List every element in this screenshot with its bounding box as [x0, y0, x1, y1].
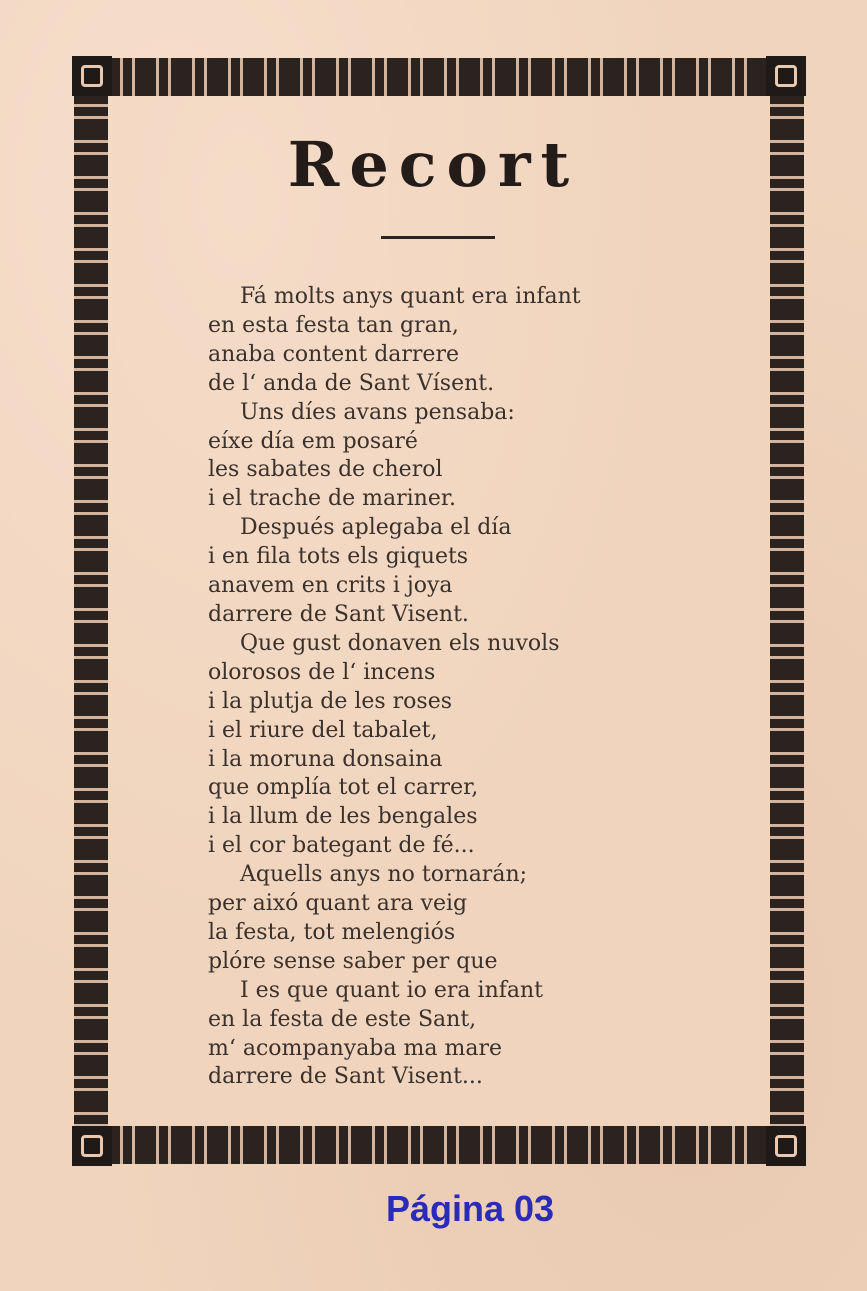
- poem-title: Recort: [287, 128, 580, 201]
- corner-ornament-bottom-right: [766, 1126, 806, 1166]
- border-left: [74, 58, 108, 1164]
- border-top: [74, 58, 804, 96]
- poem-line: anaba content darrere: [208, 341, 459, 367]
- corner-ornament-bottom-left: [72, 1126, 112, 1166]
- page-number-label: Página 03: [386, 1188, 555, 1229]
- border-bottom: [74, 1126, 804, 1164]
- corner-ornament-top-right: [766, 56, 806, 96]
- poem-line: I es que quant io era infant: [240, 977, 544, 1003]
- poem-line: m‘ acompanyaba ma mare: [208, 1035, 502, 1061]
- poem-line: per aixó quant ara veig: [208, 891, 468, 917]
- poem-line: i el cor bategant de fé...: [208, 833, 475, 859]
- poem-line: en la festa de este Sant,: [208, 1006, 477, 1032]
- poem-line: les sabates de cherol: [208, 457, 443, 483]
- poem-line: Uns díes avans pensaba:: [240, 399, 515, 425]
- poem-line: Que gust donaven els nuvols: [240, 630, 560, 656]
- poem-line: darrere de Sant Visent...: [208, 1064, 483, 1090]
- poem-line: la festa, tot melengiós: [208, 919, 456, 945]
- poem-line: darrere de Sant Visent.: [208, 601, 469, 627]
- poem-line: plóre sense saber per que: [208, 948, 498, 974]
- poem-line: de l‘ anda de Sant Vísent.: [208, 370, 495, 396]
- poem-line: que omplía tot el carrer,: [208, 775, 479, 801]
- poem-line: i la plutja de les roses: [208, 688, 453, 714]
- poem-body: [208, 283, 728, 1092]
- corner-ornament-top-left: [72, 56, 112, 96]
- poem-line: Fá molts anys quant era infant: [240, 284, 581, 309]
- poem-line: i la moruna donsaina: [208, 746, 443, 772]
- poem-line: en esta festa tan gran,: [208, 312, 459, 338]
- poem-line: i el trache de mariner.: [208, 486, 456, 512]
- poem-line: i el riure del tabalet,: [208, 717, 438, 743]
- title-divider: [381, 236, 495, 239]
- poem-line: Aquells anys no tornarán;: [240, 862, 528, 888]
- poem-line: anavem en crits i joya: [208, 573, 453, 599]
- poem-line: i la llum de les bengales: [208, 804, 478, 830]
- poem-line: Después aplegaba el día: [240, 515, 512, 541]
- poem-line: eíxe día em posaré: [208, 428, 418, 454]
- poem-line: i en fila tots els giquets: [208, 544, 469, 570]
- poem-line: olorosos de l‘ incens: [208, 659, 436, 685]
- border-right: [770, 58, 804, 1164]
